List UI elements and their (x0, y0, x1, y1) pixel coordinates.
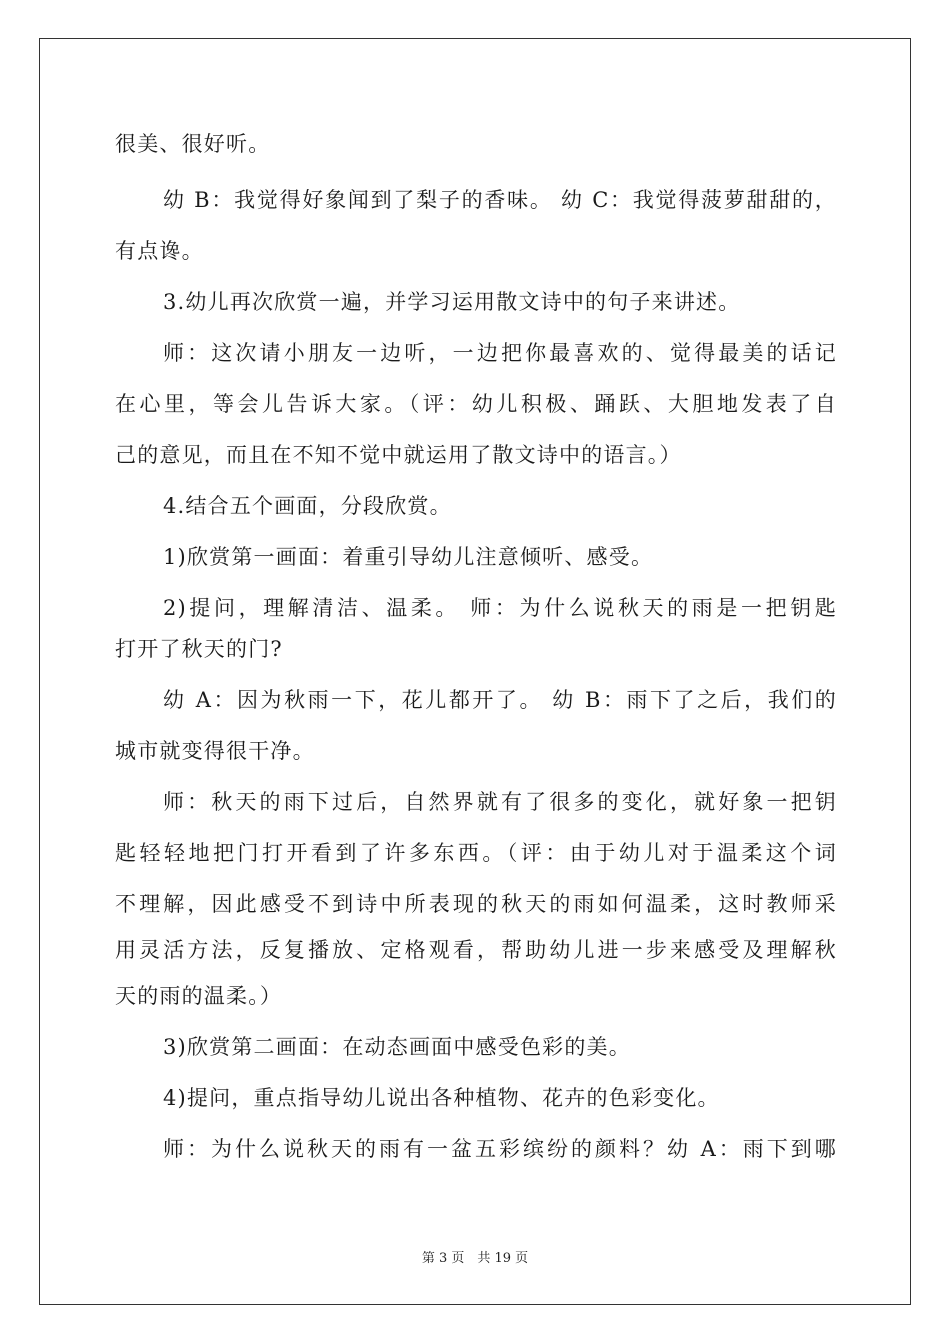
text-line: 师：这次请小朋友一边听，一边把你最喜欢的、觉得最美的话记 (163, 341, 837, 365)
text-line: 3.幼儿再次欣赏一遍，并学习运用散文诗中的句子来讲述。 (163, 290, 741, 314)
text-line: 有点谗。 (115, 239, 204, 263)
text-line: 城市就变得很干净。 (115, 739, 315, 763)
text-line: 幼 B：我觉得好象闻到了梨子的香味。 幼 C：我觉得菠萝甜甜的， (163, 188, 837, 212)
text-line: 幼 A：因为秋雨一下，花儿都开了。 幼 B：雨下了之后，我们的 (163, 688, 837, 712)
text-line: 用灵活方法，反复播放、定格观看，帮助幼儿进一步来感受及理解秋 (115, 938, 837, 962)
text-line: 匙轻轻地把门打开看到了许多东西。（评：由于幼儿对于温柔这个词 (115, 841, 837, 865)
text-line: 4.结合五个画面，分段欣赏。 (163, 494, 452, 518)
text-line: 3)欣赏第二画面：在动态画面中感受色彩的美。 (163, 1035, 631, 1059)
text-line: 师：为什么说秋天的雨有一盆五彩缤纷的颜料？幼 A：雨下到哪 (163, 1137, 837, 1161)
text-line: 4)提问，重点指导幼儿说出各种植物、花卉的色彩变化。 (163, 1086, 720, 1110)
text-line: 己的意见，而且在不知不觉中就运用了散文诗中的语言。） (115, 443, 682, 467)
text-line: 天的雨的温柔。） (115, 984, 283, 1008)
text-line: 不理解，因此感受不到诗中所表现的秋天的雨如何温柔，这时教师采 (115, 892, 837, 916)
text-line: 师：秋天的雨下过后，自然界就有了很多的变化，就好象一把钥 (163, 790, 837, 814)
page-number: 第 3 页 共 19 页 (421, 1251, 529, 1266)
text-line: 2)提问，理解清洁、温柔。 师：为什么说秋天的雨是一把钥匙 (163, 596, 837, 620)
text-line: 在心里，等会儿告诉大家。（评：幼儿积极、踊跃、大胆地发表了自 (115, 392, 837, 416)
text-line: 很美、很好听。 (115, 132, 271, 156)
text-line: 1)欣赏第一画面：着重引导幼儿注意倾听、感受。 (163, 545, 654, 569)
text-line: 打开了秋天的门? (115, 637, 283, 661)
